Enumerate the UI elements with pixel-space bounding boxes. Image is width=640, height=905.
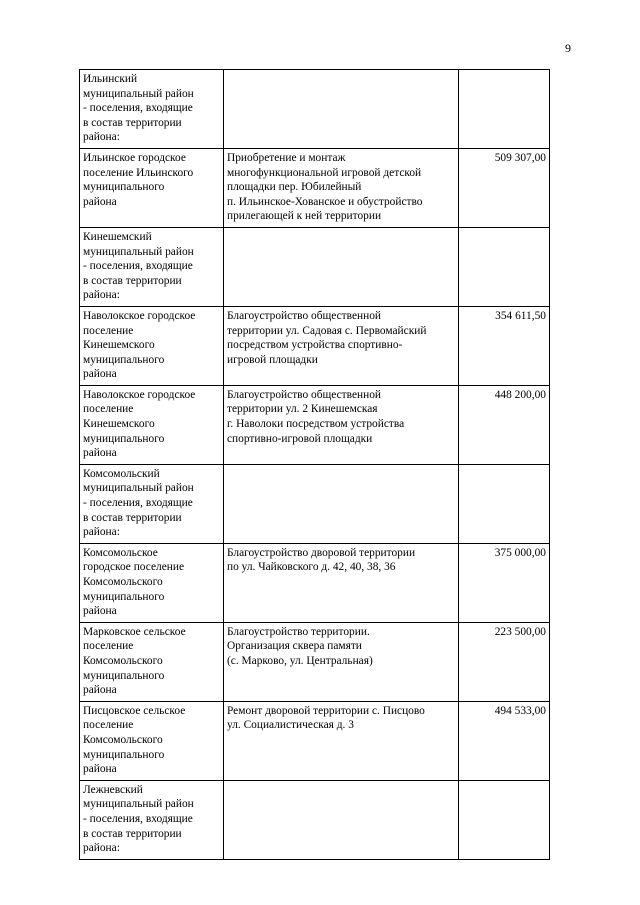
project-description: Приобретение и монтаж многофункциональной игровой детской площадки пер. Юбилейный п. Ильинское-Хованское и обустройство прилегающей к ней территории (227, 151, 423, 223)
amount-cell (459, 622, 550, 701)
amount-value: 223 500,00 (494, 625, 546, 638)
table-row (80, 306, 550, 385)
amount-value: 354 611,50 (495, 309, 546, 322)
page-number: 9 (565, 41, 571, 55)
table-row-district-kineshemsky (80, 227, 550, 306)
amount-value: 375 000,00 (494, 546, 546, 559)
municipality-cell (80, 780, 224, 859)
municipality-cell (80, 306, 224, 385)
table-row (80, 543, 550, 622)
amount-cell (459, 306, 550, 385)
municipality-name: Марковское сельское поселение Комсомольского муниципального района (83, 625, 186, 697)
project-description: Благоустройство дворовой территории по ул. Чайковского д. 42, 40, 38, 36 (227, 546, 416, 574)
subsidy-table (79, 69, 550, 860)
municipality-name: Ильинский муниципальный район - поселения, входящие в состав территории района: (83, 73, 194, 144)
project-cell (224, 543, 459, 622)
project-description: Благоустройство общественной территории ул. 2 Кинешемская г. Наволоки посредством устройства спортивно-игровой площадки (227, 388, 405, 445)
table-row (80, 701, 550, 780)
project-cell (224, 148, 459, 227)
amount-cell (459, 70, 550, 149)
table-row (80, 148, 550, 227)
municipality-name: Ильинское городское поселение Ильинского муниципального района (83, 151, 194, 208)
amount-cell (459, 385, 550, 464)
project-cell (224, 306, 459, 385)
municipality-cell (80, 464, 224, 543)
project-cell (224, 385, 459, 464)
project-cell (224, 227, 459, 306)
project-cell (224, 701, 459, 780)
amount-cell (459, 780, 550, 859)
amount-cell (459, 464, 550, 543)
project-cell (224, 622, 459, 701)
municipality-cell (80, 70, 224, 149)
project-cell (224, 70, 459, 149)
project-cell (224, 780, 459, 859)
table-row-district-komsomolsky (80, 464, 550, 543)
table-row-district-ilyinsky (80, 70, 550, 149)
amount-value: 494 533,00 (494, 704, 546, 717)
municipality-name: Комсомольский муниципальный район - поселения, входящие в состав территории района: (83, 467, 194, 539)
municipality-cell (80, 227, 224, 306)
municipality-name: Писцовское сельское поселение Комсомольского муниципального района (83, 704, 186, 776)
municipality-cell (80, 701, 224, 780)
amount-value: 448 200,00 (494, 388, 546, 401)
municipality-name: Комсомольское городское поселение Комсомольского муниципального района (83, 546, 185, 618)
project-description: Благоустройство общественной территории ул. Садовая с. Первомайский посредством устройства спортивно- игровой площадки (227, 309, 427, 366)
amount-cell (459, 227, 550, 306)
project-cell (224, 464, 459, 543)
amount-value: 509 307,00 (494, 151, 546, 164)
project-description: Благоустройство территории. Организация сквера памяти (с. Марково, ул. Центральная) (227, 625, 373, 667)
municipality-name: Кинешемский муниципальный район - поселения, входящие в состав территории района: (83, 230, 194, 302)
table-row (80, 622, 550, 701)
municipality-cell (80, 148, 224, 227)
municipality-name: Наволокское городское поселение Кинешемского муниципального района (83, 388, 196, 460)
municipality-cell (80, 543, 224, 622)
amount-cell (459, 543, 550, 622)
project-description: Ремонт дворовой территории с. Писцово ул. Социалистическая д. 3 (227, 704, 425, 732)
municipality-name: Наволокское городское поселение Кинешемского муниципального района (83, 309, 196, 381)
municipality-cell (80, 385, 224, 464)
amount-cell (459, 701, 550, 780)
table-row-district-lezhnevsky (80, 780, 550, 859)
municipality-cell (80, 622, 224, 701)
table-row (80, 385, 550, 464)
municipality-name: Лежневский муниципальный район - поселения, входящие в состав территории района: (83, 783, 194, 855)
amount-cell (459, 148, 550, 227)
